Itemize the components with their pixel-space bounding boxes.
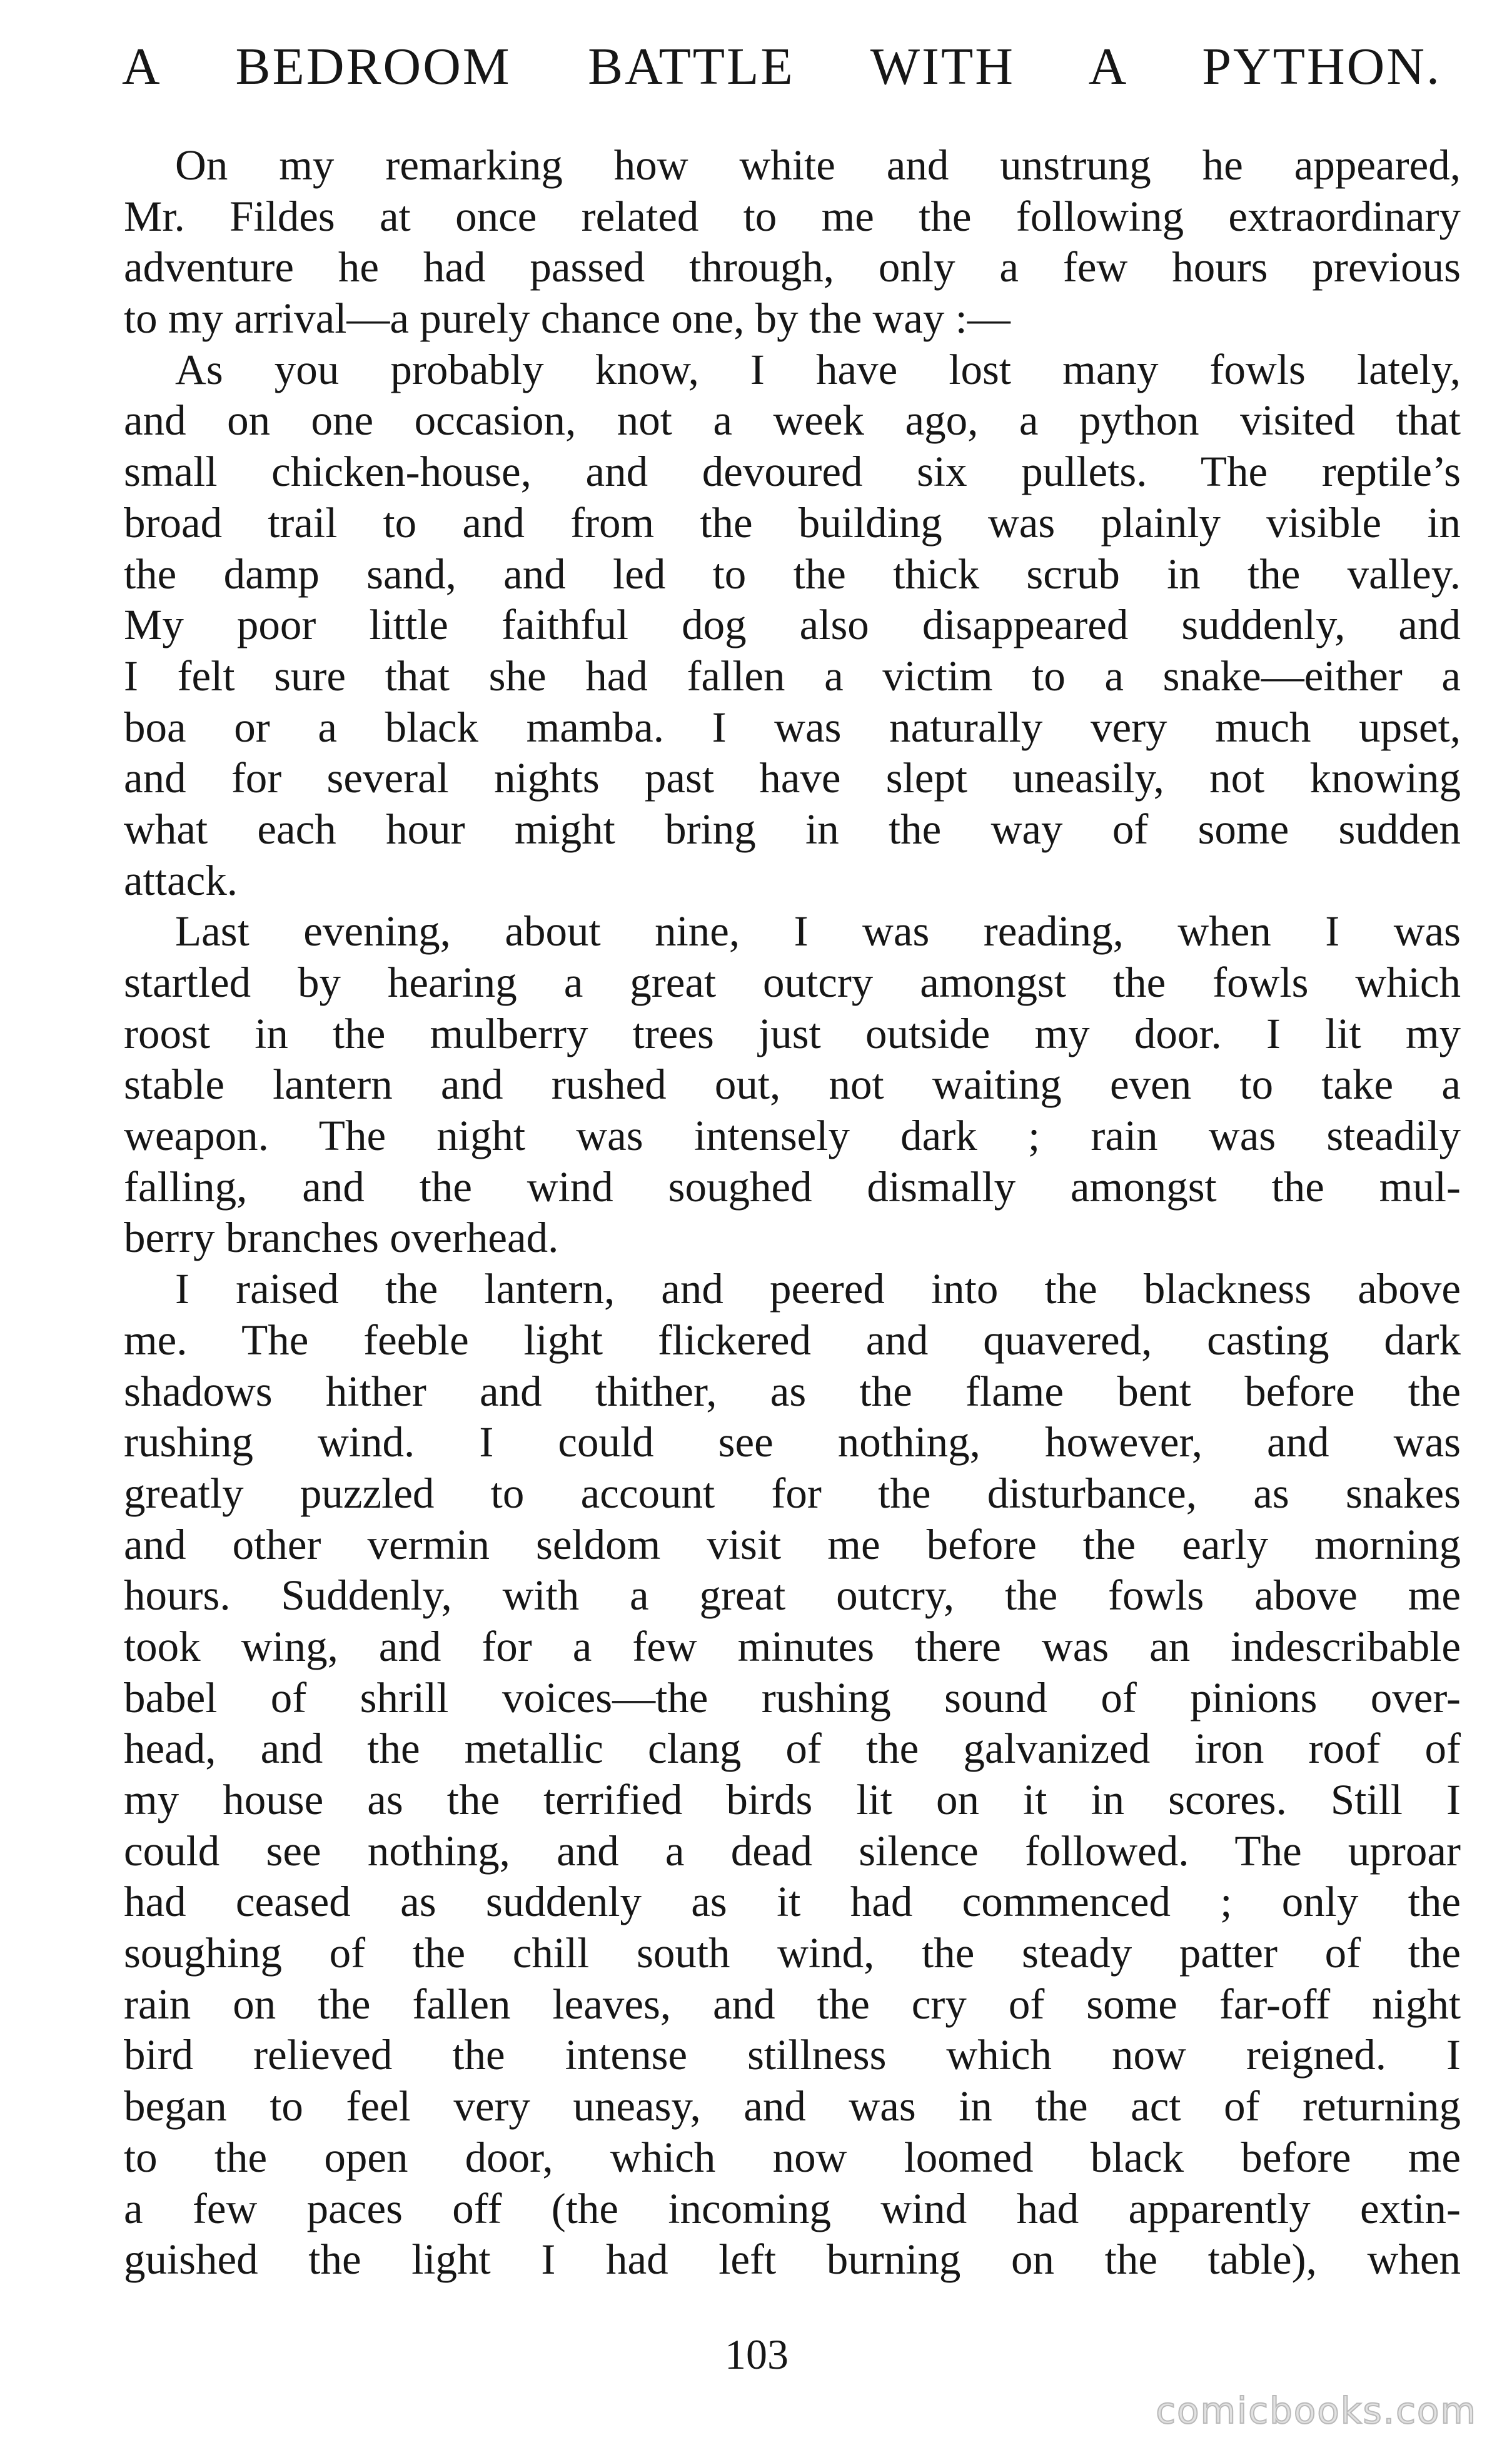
text-line: roost in the mulberry trees just outside my door. I lit my: [124, 1009, 1461, 1057]
text-line: and for several nights past have slept uneasily, not knowing: [124, 754, 1461, 802]
running-head: A BEDROOM BATTLE WITH A PYTHON.: [122, 38, 1441, 96]
text-line: rushing wind. I could see nothing, however, and was: [124, 1418, 1461, 1466]
text-line: babel of shrill voices—the rushing sound of pinions over-: [124, 1673, 1461, 1722]
watermark: comicbooks.com: [1156, 2389, 1477, 2432]
text-line: My poor little faithful dog also disappeared suddenly, and: [124, 601, 1461, 649]
text-line: what each hour might bring in the way of some sudden: [124, 805, 1461, 853]
text-line: rain on the fallen leaves, and the cry of some far-off night: [124, 1980, 1461, 2028]
text-line: adventure he had passed through, only a few hours previous: [124, 243, 1461, 291]
text-line: to the open door, which now loomed black before me: [124, 2133, 1461, 2181]
text-line: a few paces off (the incoming wind had apparently extin-: [124, 2184, 1461, 2232]
text-line: I raised the lantern, and peered into the blackness above: [175, 1265, 1461, 1313]
text-line: startled by hearing a great outcry amongst the fowls which: [124, 959, 1461, 1006]
page-number: 103: [725, 2331, 789, 2378]
text-line: Mr. Fildes at once related to me the following extraordinary: [124, 192, 1461, 240]
text-line: Last evening, about nine, I was reading, when I was: [175, 907, 1461, 955]
text-line: bird relieved the intense stillness which now reigned. I: [124, 2031, 1461, 2079]
text-line: boa or a black mamba. I was naturally very much upset,: [124, 703, 1461, 751]
text-line: and on one occasion, not a week ago, a python visited that: [124, 396, 1461, 445]
text-line: began to feel very uneasy, and was in the act of returning: [124, 2082, 1461, 2130]
text-line: my house as the terrified birds lit on it in scores. Still I: [124, 1776, 1461, 1823]
body-text: [124, 140, 1461, 2286]
text-line: greatly puzzled to account for the disturbance, as snakes: [124, 1469, 1461, 1517]
text-line: attack.: [124, 856, 238, 904]
text-line: hours. Suddenly, with a great outcry, the fowls above me: [124, 1571, 1461, 1620]
text-line: had ceased as suddenly as it had commenced ; only the: [124, 1878, 1461, 1926]
text-line: I felt sure that she had fallen a victim to a snake—either a: [124, 652, 1461, 700]
text-line: to my arrival—a purely chance one, by the way :—: [124, 295, 1011, 343]
text-line: and other vermin seldom visit me before the early morning: [124, 1520, 1461, 1568]
text-line: head, and the metallic clang of the galvanized iron roof of: [124, 1725, 1461, 1773]
text-line: could see nothing, and a dead silence followed. The uproar: [124, 1827, 1461, 1875]
text-line: berry branches overhead.: [124, 1214, 559, 1262]
text-line: shadows hither and thither, as the flame bent before the: [124, 1367, 1461, 1415]
text-line: small chicken-house, and devoured six pullets. The reptile’s: [124, 448, 1461, 496]
text-line: soughing of the chill south wind, the steady patter of the: [124, 1929, 1461, 1977]
text-line: falling, and the wind soughed dismally amongst the mul-: [124, 1162, 1461, 1211]
text-line: As you probably know, I have lost many fowls lately,: [175, 345, 1461, 393]
text-line: weapon. The night was intensely dark ; rain was steadily: [124, 1112, 1461, 1160]
text-line: me. The feeble light flickered and quavered, casting dark: [124, 1316, 1461, 1364]
text-line: stable lantern and rushed out, not waiting even to take a: [124, 1061, 1461, 1109]
text-line: the damp sand, and led to the thick scrub in the valley.: [124, 550, 1461, 598]
text-line: took wing, and for a few minutes there was an indescribable: [124, 1622, 1461, 1670]
text-line: guished the light I had left burning on the table), when: [124, 2236, 1461, 2284]
text-line: On my remarking how white and unstrung he appeared,: [175, 141, 1461, 189]
text-line: broad trail to and from the building was plainly visible in: [124, 498, 1461, 547]
